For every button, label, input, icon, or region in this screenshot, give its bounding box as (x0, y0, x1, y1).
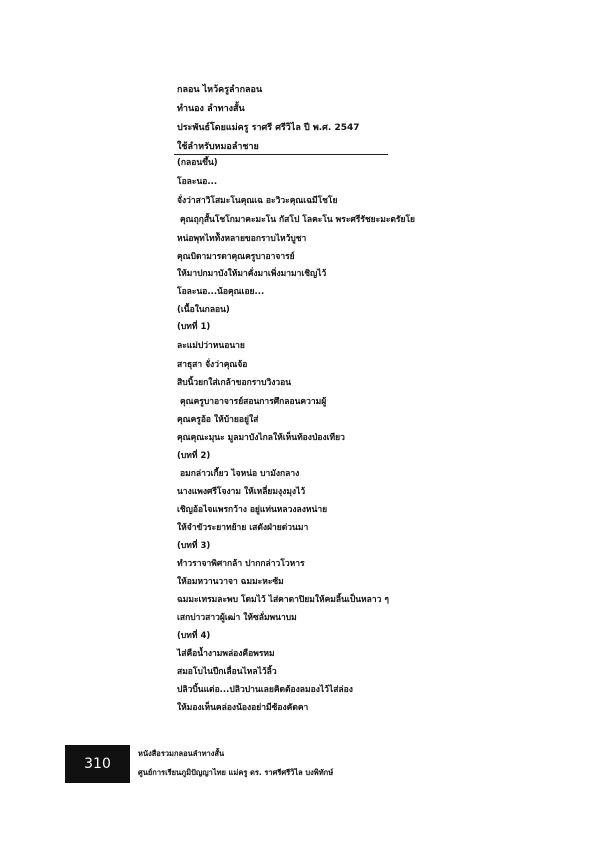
page-number: 310 (84, 756, 111, 772)
poem-line: จั่งว่าสาวิโสมะโนคุณเฉ อะวิวะคุณเฉมีโชโย (177, 196, 338, 206)
melody-label: ทำนอง ลำทางสั้น (177, 104, 245, 114)
section-heading: (บทที่ 3) (177, 541, 211, 551)
poem-line: สาธุสา จั่งว่าคุณจ้อ (177, 360, 248, 370)
usage-note: ใช้ลำหรับหมอลำชาย (177, 142, 259, 152)
poem-line: ให้มองเห็นคล่องน้องอย่ามีซ้องคัดคา (177, 703, 309, 713)
poem-title: กลอน ไหว้ครูลำกลอน (177, 85, 263, 95)
poem-line: ฉมมะเทรมละพบ โดมไว้ ไส่คาดาปิยมให้คมลิ้นเป็นหลาว ๆ (177, 595, 389, 605)
book-title: หนังสือรวมกลอนลำทางสั้น (138, 749, 225, 758)
poem-line: สิบนิ้วยกใส่เกล้าขอกราบวิงวอน (177, 378, 292, 388)
section-heading: (บทที่ 2) (177, 451, 211, 461)
poem-line: ละแม่ปว่าหนอนาย (177, 341, 245, 351)
poem-line: ปลิวบิ้นแต่อ...ปลิวปานเลยคิดต้องลมองไว้ไส่ล่อง (177, 685, 353, 695)
poem-line: อมกล่าวเกี้ยว ไจหน่อ บามังกลาง (180, 469, 300, 479)
poem-line: คุณครูอ้อ ให้บ้ายอยู่ใส่ (177, 415, 259, 425)
poem-line: คุณบิดามารดาคุณครูบาอาจารย์ (177, 252, 295, 262)
poem-line: เสกบ่าวสาวผู้เฒ่า ให้ซลั่มพนาบม (177, 613, 297, 623)
poem-line: ให้มาปกมาบังให้มาคั่งมาเพิ่งมามาเชิญไว้ (177, 269, 327, 279)
author-credit: ประพันธ์โดยแม่ครู ราศรี ศรีวิไล ปี พ.ศ. 2547 (177, 123, 360, 133)
poem-line: ไส่คือน้ำงามพล่องคือพรหม (177, 649, 275, 659)
poem-line: ทำวราจาพิศากล้า ปากกล่าวโวหาร (177, 559, 305, 569)
section-heading: (เนื้อในกลอน) (177, 305, 230, 315)
poem-line: คุณถุกุสั้นโชโกมาคะมะโน กัสโป โลคะโน พระศรีรัชยะมะตรัยโย (180, 215, 416, 225)
poem-line: สมอโบไนปีกเลื่อนไหลไว้ลิ้ว (177, 667, 277, 677)
poem-line: ให้อมหวานวาจา ฉมมะหะซ้ม (177, 577, 284, 587)
section-heading: (บทที่ 1) (177, 322, 211, 332)
poem-line: คุณคุณะมุนะ มูลมาบังไกลให้เห็นท้องป่องเทียว (177, 433, 345, 443)
poem-line: คุณครูบาอาจารย์สอนการศึกลอนความผู้ (180, 397, 327, 407)
poem-line: โอละนอ... (177, 177, 218, 187)
poem-line: โอละนอ...น้อคุณเอย... (177, 287, 265, 297)
poem-line: หน่อพุทไทท้ังหลายขอกราบไหว้บูชา (177, 234, 307, 244)
poem-line: ให้จำขัวระยาทย้าย เสดังฝ่ายด่วนมา (177, 523, 309, 533)
poem-line: นางแพงศรีโจงาม ให้เหลี่ยมงุงมุงไว้ (177, 487, 306, 497)
poem-line: (กลอนขึ้น) (177, 158, 218, 168)
header-divider (174, 154, 388, 155)
section-heading: (บทที่ 4) (177, 631, 211, 641)
publisher-credit: ศูนย์การเรียนภูมิปัญญาไทย แม่ครู ดร. ราศรีศรีวิไล บงพิทักษ์ (138, 768, 334, 777)
poem-line: เชิญอ้อไจแพรกว้าง อยู่แท่นหลวงลงหน่าย (177, 505, 328, 515)
page-number-box (65, 745, 130, 783)
